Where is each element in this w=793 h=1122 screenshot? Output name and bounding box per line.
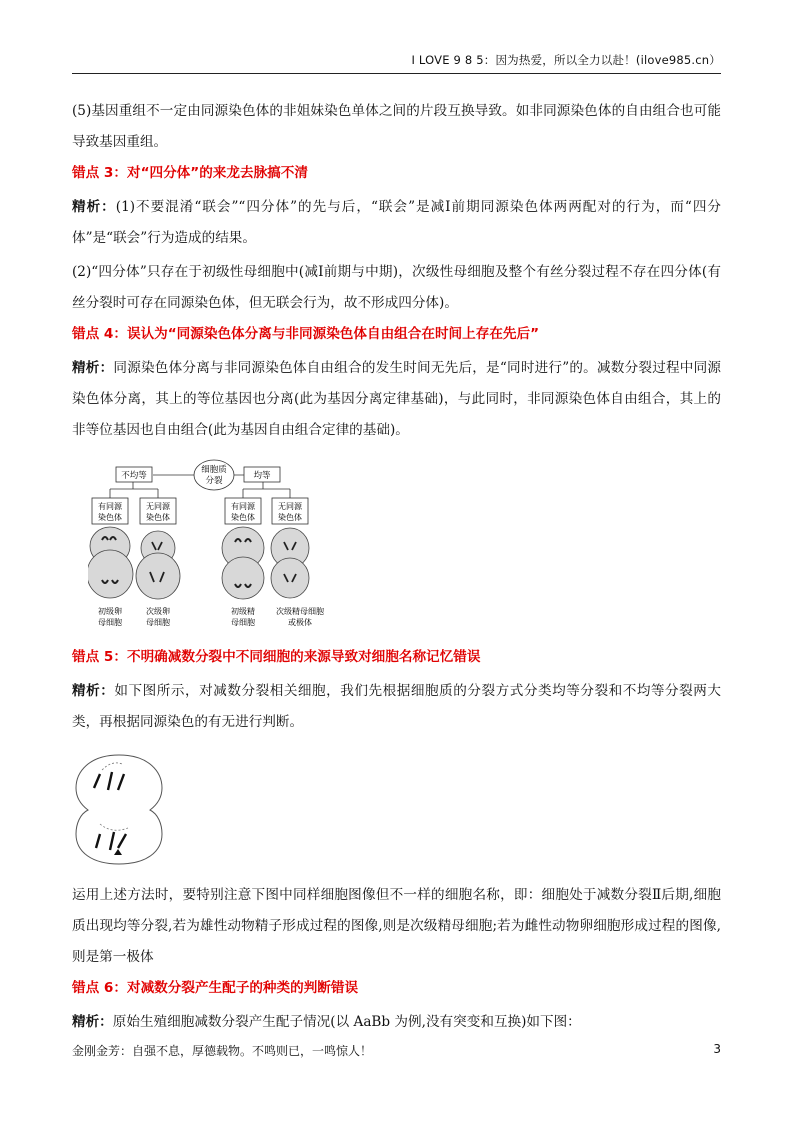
caption3-line2: 母细胞 [231, 618, 255, 627]
caption4-line2: 或极体 [288, 618, 312, 627]
analysis-label: 精析： [72, 683, 115, 699]
error3-text-1: (1)不要混淆“联会”“四分体”的先与后，“联会”是减Ⅰ前期同源染色体两两配对的行为，而“四分体”是“联会”行为造成的结果。 [72, 199, 722, 246]
box1-line1: 有同源 [98, 502, 122, 511]
error3-heading: 错点 3：对“四分体”的来龙去脉搞不清 [72, 165, 308, 181]
error5-paragraph-1 [72, 676, 721, 738]
equal-label: 均等 [253, 471, 271, 481]
caption2-line2: 母细胞 [146, 618, 170, 627]
cell-primary-oocyte [88, 527, 133, 598]
error4-heading: 错点 4：误认为“同源染色体分离与非同源染色体自由组合在时间上存在先后” [72, 326, 540, 342]
error6-text: 原始生殖细胞减数分裂产生配子情况(以 AaBb 为例,没有突变和互换)如下图： [112, 1014, 581, 1030]
anaphase-cell-figure [74, 750, 164, 870]
box4-line2: 染色体 [278, 513, 302, 522]
paragraph-gene-recombination: (5)基因重组不一定由同源染色体的非姐妹染色单体之间的片段互换导致。如非同源染色体的自由组合也可能导致基因重组。 [72, 103, 721, 150]
cell-classification-diagram [88, 456, 338, 634]
error5-text-1: 如下图所示，对减数分裂相关细胞，我们先根据细胞质的分裂方式分类均等分裂和不均等分裂两大类，再根据同源染色的有无进行判断。 [72, 683, 722, 730]
caption3-line1: 初级精 [231, 607, 255, 616]
footer-motto: 金刚金芳：自强不息，厚德载物。不鸣则已，一鸣惊人！ [72, 1044, 373, 1058]
caption2-line1: 次级卵 [146, 607, 170, 616]
page-footer [72, 1042, 721, 1059]
root-label-1: 细胞质 [201, 465, 227, 475]
caption1-line1: 初级卵 [98, 607, 122, 616]
box2-line1: 无同源 [146, 502, 170, 511]
error6-heading: 错点 6：对减数分裂产生配子的种类的判断错误 [72, 980, 359, 996]
header-rule [72, 73, 721, 74]
box3-line1: 有同源 [231, 502, 255, 511]
error4-paragraph [72, 353, 721, 446]
error4-text: 同源染色体分离与非同源染色体自由组合的发生时间无先后，是“同时进行”的。减数分裂过程中同源染色体分离，其上的等位基因也分离(此为基因分离定律基础)，与此同时，非同源染色体自由组合，其上的非等位基因也自由组合(此为基因自由组合定律的基础)。 [72, 360, 721, 438]
page-number: 3 [713, 1042, 721, 1056]
error3-paragraph-1 [72, 192, 721, 254]
cell-secondary-oocyte [136, 531, 180, 599]
error5-heading: 错点 5：不明确减数分裂中不同细胞的来源导致对细胞名称记忆错误 [72, 649, 481, 665]
caption1-line2: 母细胞 [98, 618, 122, 627]
box1-line2: 染色体 [98, 513, 122, 522]
error5-paragraph-2: 运用上述方法时，要特别注意下图中同样细胞图像但不一样的细胞名称，即：细胞处于减数分裂Ⅱ后期,细胞质出现均等分裂,若为雄性动物精子形成过程的图像,则是次级精母细胞;若为雌性动物卵细胞形成过程的图像,则是第一极体 [72, 887, 721, 965]
analysis-label: 精析： [72, 1014, 113, 1030]
error3-paragraph-2: (2)“四分体”只存在于初级性母细胞中(减Ⅰ前期与中期)，次级性母细胞及整个有丝分裂过程不存在四分体(有丝分裂时可存在同源染色体，但无联会行为，故不形成四分体)。 [72, 264, 721, 311]
root-label-2: 分裂 [205, 476, 223, 486]
cell-secondary-spermatocyte [271, 528, 309, 598]
caption4-line1: 次级精母细胞 [276, 607, 324, 616]
box2-line2: 染色体 [146, 513, 170, 522]
page-header: I LOVE 9 8 5：因为热爱，所以全力以赴！(ilove985.cn） [411, 53, 721, 67]
box4-line1: 无同源 [278, 502, 302, 511]
analysis-label: 精析： [72, 199, 116, 215]
cell-primary-spermatocyte [222, 527, 264, 599]
analysis-label: 精析： [72, 360, 114, 376]
page-content [72, 96, 721, 1038]
error6-paragraph [72, 1007, 721, 1038]
unequal-label: 不均等 [121, 471, 147, 481]
box3-line2: 染色体 [231, 513, 255, 522]
